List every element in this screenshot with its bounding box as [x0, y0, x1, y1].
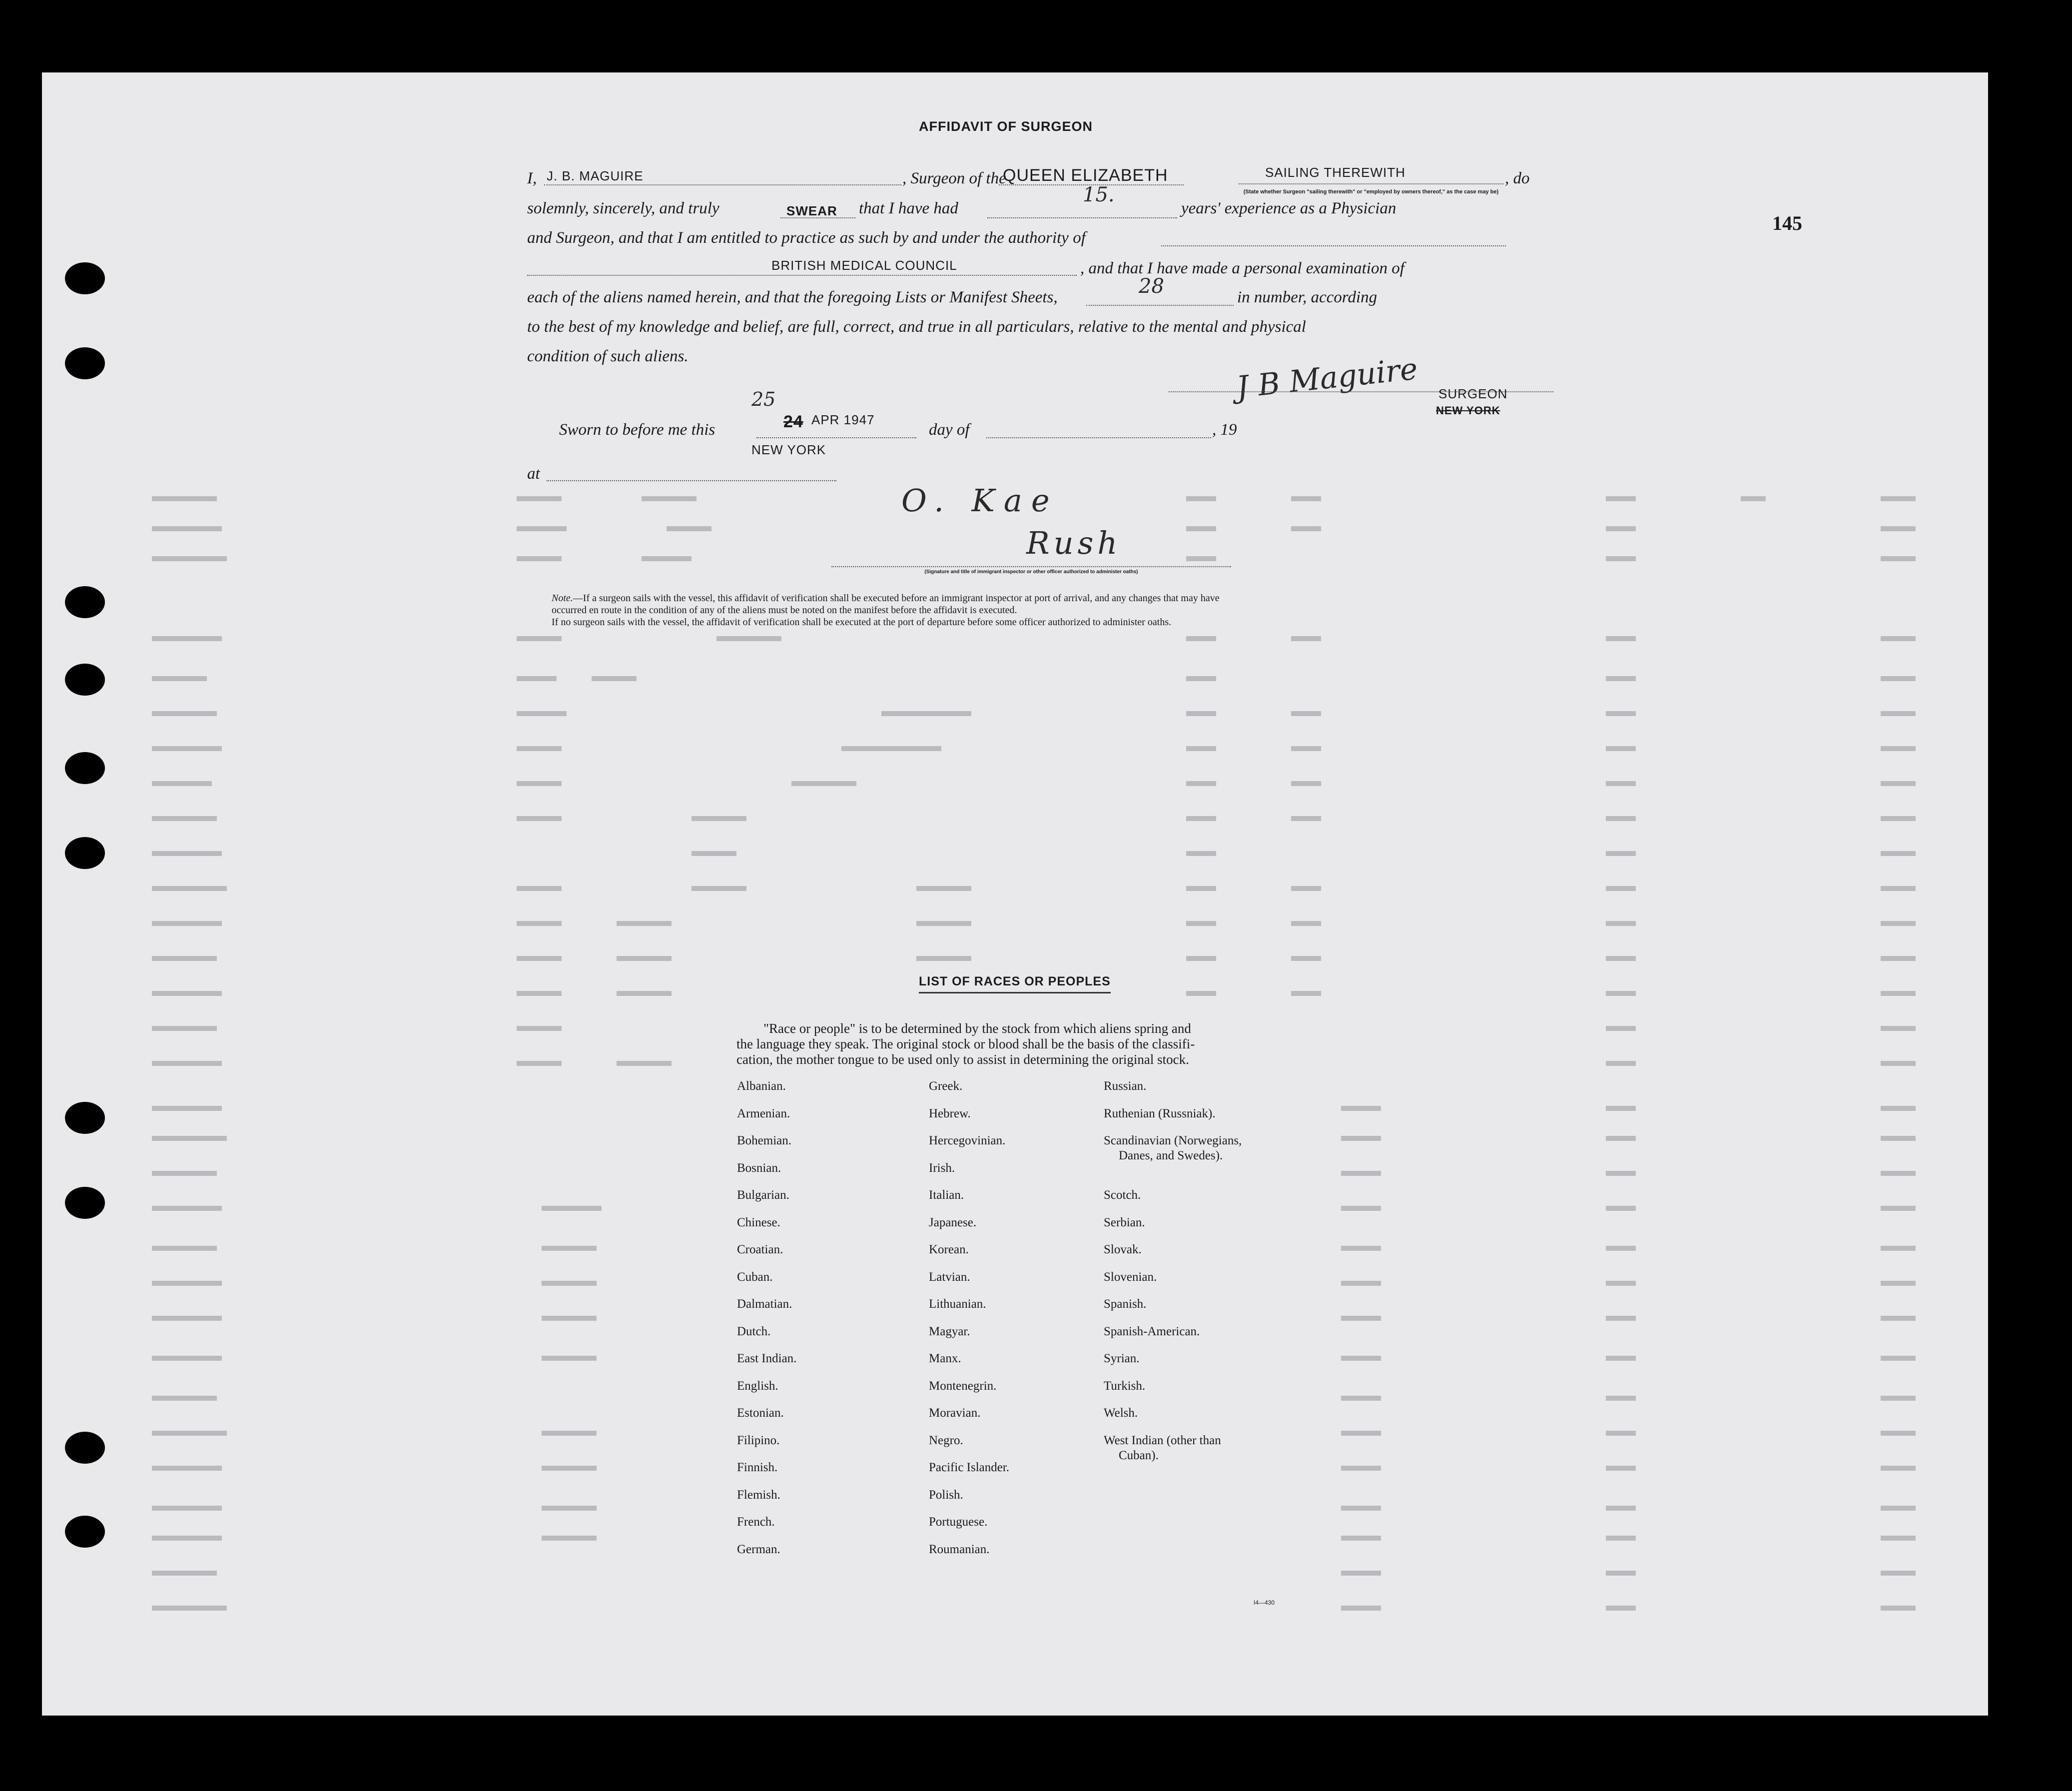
binder-hole [65, 262, 105, 294]
oath-word: SWEAR [786, 203, 837, 218]
binder-hole [65, 586, 105, 618]
races-column-3 [1104, 1079, 1242, 1475]
underline [527, 275, 1077, 276]
race-item: Croatian. [737, 1243, 783, 1256]
note-label: Note. [552, 593, 573, 604]
sworn-place: NEW YORK [751, 442, 826, 457]
race-item: Filipino. [737, 1433, 780, 1447]
race-item: English. [737, 1379, 778, 1393]
race-item: Serbian. [1104, 1215, 1145, 1229]
sailing-status: SAILING THEREWITH [1265, 165, 1405, 180]
race-item: Slovak. [1104, 1243, 1142, 1256]
race-item: French. [737, 1515, 775, 1529]
sworn-day-struck: 24 [783, 412, 803, 431]
races-column-2 [929, 1079, 1009, 1569]
race-item: Spanish-American. [1104, 1324, 1200, 1338]
race-item: Montenegrin. [929, 1379, 997, 1393]
race-item: Negro. [929, 1433, 963, 1447]
race-item: Cuban). [1119, 1448, 1159, 1462]
race-item: Roumanian. [929, 1542, 990, 1556]
race-item: Spanish. [1104, 1297, 1147, 1311]
races-title: LIST OF RACES OR PEOPLES [919, 974, 1111, 993]
races-column-1 [737, 1079, 796, 1569]
sworn-date: APR 1947 [811, 412, 875, 427]
race-item: West Indian (other than [1104, 1433, 1221, 1447]
race-item: Albanian. [737, 1079, 786, 1093]
at-label: at [527, 465, 540, 483]
sworn-text: day of [929, 421, 970, 439]
sailing-note: (State whether Surgeon "sailing therewith" or "employed by owners thereof," as the case may be) [1243, 189, 1499, 195]
underline [987, 217, 1177, 218]
note-block [552, 592, 1546, 628]
race-item: Flemish. [737, 1488, 780, 1502]
race-item: Lithuanian. [929, 1297, 986, 1311]
sheet-count: 28 [1139, 275, 1164, 298]
race-item: Estonian. [737, 1406, 784, 1420]
affidavit-text: solemnly, sincerely, and truly [527, 199, 719, 217]
surgeon-name: J. B. MAGUIRE [547, 168, 644, 183]
race-item: Scandinavian (Norwegians, [1104, 1134, 1242, 1147]
underline [544, 184, 901, 185]
surgeon-signature: J B Maguire [1235, 351, 1419, 405]
race-item: Bulgarian. [737, 1188, 789, 1202]
officer-signature: O. Kae [901, 482, 1059, 519]
race-item: East Indian. [737, 1352, 797, 1365]
race-item: German. [737, 1542, 780, 1556]
sworn-day-handwritten: 25 [751, 388, 776, 410]
underline [1086, 305, 1234, 306]
licensing-authority: BRITISH MEDICAL COUNCIL [771, 258, 957, 273]
sworn-text: Sworn to before me this [559, 421, 715, 439]
race-item: Latvian. [929, 1270, 970, 1284]
race-item: Cuban. [737, 1270, 773, 1284]
race-item: Irish. [929, 1161, 955, 1175]
race-item: Bosnian. [737, 1161, 781, 1175]
races-intro-line: "Race or people" is to be determined by the stock from which aliens spring and [763, 1021, 1191, 1036]
races-intro-line: the language they speak. The original stock or blood shall be the basis of the classifi- [736, 1036, 1195, 1051]
race-item: Russian. [1104, 1079, 1147, 1093]
underline [831, 566, 1231, 567]
affidavit-text: , and that I have made a personal examination of [1080, 259, 1404, 277]
race-item: Finnish. [737, 1461, 778, 1474]
form-number: I4—430 [1254, 1599, 1275, 1606]
affidavit-text: to the best of my knowledge and belief, are full, correct, and true in all particulars, relative to the mental and physical [527, 318, 1306, 336]
race-item: Danes, and Swedes). [1119, 1149, 1223, 1162]
page-number: 145 [1772, 212, 1802, 234]
race-item: Polish. [929, 1488, 963, 1502]
race-item: Hercegovinian. [929, 1134, 1006, 1147]
note-line: occurred en route in the condition of any of the aliens must be noted on the manifest before the affidavit is executed. [552, 605, 1017, 616]
underline [547, 480, 836, 481]
race-item: Dutch. [737, 1324, 771, 1338]
binder-hole [65, 347, 105, 379]
race-item: Slovenian. [1104, 1270, 1157, 1284]
officer-caption: (Signature and title of immigrant inspector or other officer authorized to administer oaths) [924, 569, 1138, 575]
affidavit-text: condition of such aliens. [527, 347, 689, 365]
officer-signature: Rush [1026, 525, 1122, 561]
race-item: Pacific Islander. [929, 1461, 1010, 1474]
race-item: Korean. [929, 1243, 969, 1256]
affidavit-text: , Surgeon of the [902, 169, 1006, 187]
underline [1161, 245, 1506, 246]
surgeon-title: SURGEON [1438, 386, 1508, 401]
race-item: Ruthenian (Russniak). [1104, 1106, 1216, 1120]
race-item: Syrian. [1104, 1352, 1140, 1365]
affidavit-text: each of the aliens named herein, and that the foregoing Lists or Manifest Sheets, [527, 288, 1058, 306]
note-line: If no surgeon sails with the vessel, the affidavit of verification shall be executed at the port of departure before some officer authorized to administer oaths. [552, 617, 1172, 628]
affidavit-text: years' experience as a Physician [1181, 199, 1396, 217]
underline [756, 437, 916, 438]
race-item: Turkish. [1104, 1379, 1146, 1393]
years-experience: 15. [1083, 183, 1115, 206]
race-item: Greek. [929, 1079, 963, 1093]
affidavit-text: and Surgeon, and that I am entitled to practice as such by and under the authority of [527, 229, 1086, 247]
race-item: Italian. [929, 1188, 964, 1202]
race-item: Magyar. [929, 1324, 970, 1338]
vessel-name: QUEEN ELIZABETH [1003, 166, 1168, 185]
affidavit-text: I, [527, 169, 537, 187]
race-item: Moravian. [929, 1406, 981, 1420]
race-item: Manx. [929, 1352, 961, 1365]
races-intro [736, 1021, 1195, 1067]
affidavit-page [42, 72, 1988, 1716]
affidavit-text: that I have had [859, 199, 958, 217]
affidavit-title: AFFIDAVIT OF SURGEON [919, 119, 1093, 134]
underline [986, 437, 1211, 438]
underline [1239, 183, 1503, 184]
race-item: Welsh. [1104, 1406, 1138, 1420]
race-item: Japanese. [929, 1215, 977, 1229]
sworn-text: , 19 [1212, 421, 1237, 439]
race-item: Hebrew. [929, 1106, 971, 1120]
races-intro-line: cation, the mother tongue to be used only to assist in determining the original stock. [736, 1052, 1189, 1067]
affidavit-text: , do [1505, 169, 1530, 187]
struck-location: NEW YORK [1436, 404, 1500, 417]
race-item: Scotch. [1104, 1188, 1141, 1202]
affidavit-text: in number, according [1237, 288, 1378, 306]
underline [780, 217, 855, 218]
race-item: Portuguese. [929, 1515, 988, 1529]
race-item: Bohemian. [737, 1134, 792, 1147]
race-item: Armenian. [737, 1106, 790, 1120]
race-item: Chinese. [737, 1215, 780, 1229]
race-item: Dalmatian. [737, 1297, 792, 1311]
note-line: —If a surgeon sails with the vessel, this affidavit of verification shall be executed before an immigrant inspector at port of arrival, and any changes that may have [573, 593, 1220, 604]
